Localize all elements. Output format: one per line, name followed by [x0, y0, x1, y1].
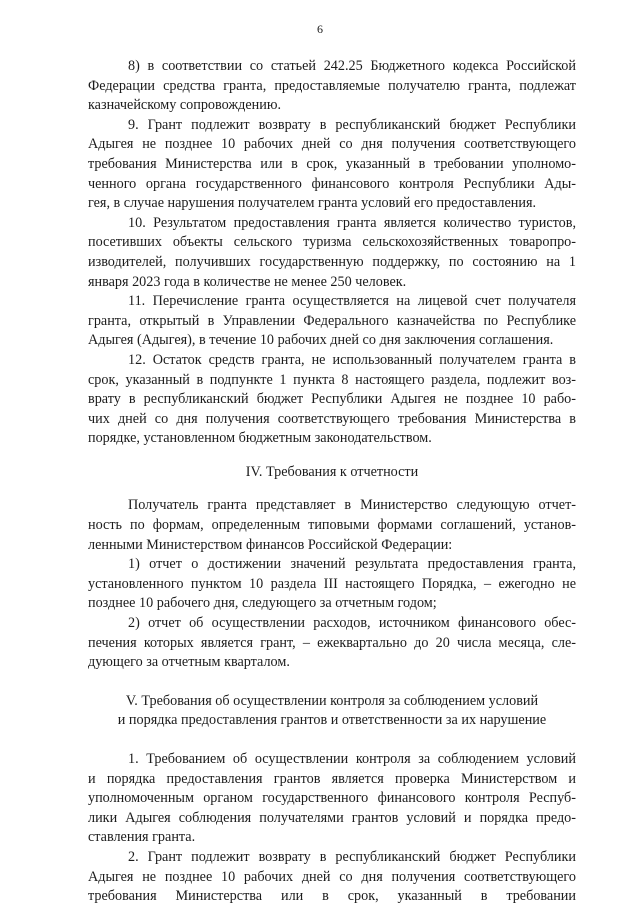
- text-line: 2. Грант подлежит возврату в республиканский бюджет Республики: [128, 848, 576, 865]
- text-line: гея, в случае нарушения получателем гранта условий его предоставления.: [88, 195, 537, 212]
- text-line: порядке, установленном бюджетным законодательством.: [88, 430, 432, 447]
- text-line: 1. Требованием об осуществлении контроля за соблюдением условий: [128, 751, 576, 767]
- text-line: 11. Перечисление гранта осуществляется на лицевой счет получателя: [128, 293, 576, 310]
- paragraph-11: [88, 292, 576, 351]
- text-line: Адыгея (Адыгея), в течение 10 рабочих дней со дня заключения соглашения.: [88, 332, 554, 349]
- section-heading-control-line-1: V. Требования об осуществлении контроля за соблюдением условий: [125, 692, 539, 709]
- page-number: 6: [317, 22, 323, 36]
- text-line: 2) отчет об осуществлении расходов, источником финансового обес-: [128, 615, 576, 632]
- text-line: ченного органа государственного финансового контроля Республики Ады-: [88, 175, 576, 192]
- document-body: [88, 57, 576, 907]
- text-line: казначейскому сопровождению.: [88, 97, 281, 114]
- control-paragraph-2: [88, 848, 576, 907]
- text-line: Адыгея не позднее 10 рабочих дней со дня получения соответствующего: [88, 868, 576, 885]
- text-line: 12. Остаток средств гранта, не использованный получателем гранта в: [128, 351, 576, 368]
- text-line: 8) в соответствии со статьей 242.25 Бюджетного кодекса Российской: [128, 58, 576, 74]
- text-line: 9. Грант подлежит возврату в республиканский бюджет Республики: [128, 116, 576, 133]
- paragraph-9: [88, 116, 576, 214]
- paragraph-8: [88, 57, 576, 116]
- control-paragraph-1: [88, 750, 576, 848]
- text-line: требования Министерства или в срок, указанный в требовании: [88, 888, 576, 905]
- text-line: 10. Результатом предоставления гранта является количество туристов,: [128, 214, 576, 231]
- text-line: изводителей, получивших государственную поддержку, по состоянию на 1: [88, 253, 576, 270]
- section-heading-control-line-2: и порядка предоставления грантов и ответственности за их нарушение: [117, 712, 547, 729]
- text-line: Получатель гранта представляет в Министерство следующую отчет-: [128, 497, 576, 514]
- text-line: дующего за отчетным кварталом.: [88, 654, 290, 671]
- text-line: посетивших объекты сельского туризма сельскохозяйственных товаропро-: [88, 234, 576, 251]
- text-line: Федерации средства гранта, предоставляемые получателю гранта, подлежат: [88, 77, 576, 94]
- reporting-intro: [88, 496, 576, 555]
- reporting-item-2: [88, 614, 576, 673]
- text-line: срок, указанный в подпункте 1 пункта 8 настоящего раздела, подлежит воз-: [88, 371, 576, 388]
- text-line: установленного пунктом 10 раздела III настоящего Порядка, – ежегодно не: [88, 575, 576, 592]
- text-line: ставления гранта.: [88, 829, 196, 846]
- text-line: 1) отчет о достижении значений результата предоставления гранта,: [128, 556, 576, 573]
- text-line: ленными Министерством финансов Российской Федерации:: [88, 536, 453, 553]
- text-line: лики Адыгея соблюдения получателями грантов условий и порядка предо-: [88, 809, 576, 826]
- text-line: врату в республиканский бюджет Республики Адыгея не позднее 10 рабо-: [88, 391, 576, 408]
- reporting-item-1: [88, 555, 576, 614]
- text-line: требования Министерства или в срок, указанный в требовании уполномо-: [88, 155, 576, 172]
- paragraph-10: [88, 214, 576, 292]
- text-line: и порядка предоставления грантов является проверка Министерством и: [88, 770, 576, 787]
- text-line: чих дней со дня получения соответствующего требования Министерства в: [88, 410, 576, 427]
- text-line: уполномоченным органом государственного финансового контроля Респуб-: [88, 790, 576, 807]
- text-line: печения которых является грант, – ежеквартально до 20 числа месяца, сле-: [88, 634, 576, 651]
- section-heading-reporting: IV. Требования к отчетности: [245, 463, 419, 480]
- text-line: позднее 10 рабочего дня, следующего за отчетным годом;: [88, 595, 437, 612]
- text-line: января 2023 года в количестве не менее 250 человек.: [88, 273, 407, 290]
- text-line: гранта, открытый в Управлении Федерального казначейства по Республике: [88, 312, 576, 329]
- text-line: Адыгея не позднее 10 рабочих дней со дня получения соответствующего: [88, 136, 576, 153]
- text-line: ность по формам, определенным типовыми формами соглашений, установ-: [88, 517, 576, 534]
- paragraph-12: [88, 351, 576, 449]
